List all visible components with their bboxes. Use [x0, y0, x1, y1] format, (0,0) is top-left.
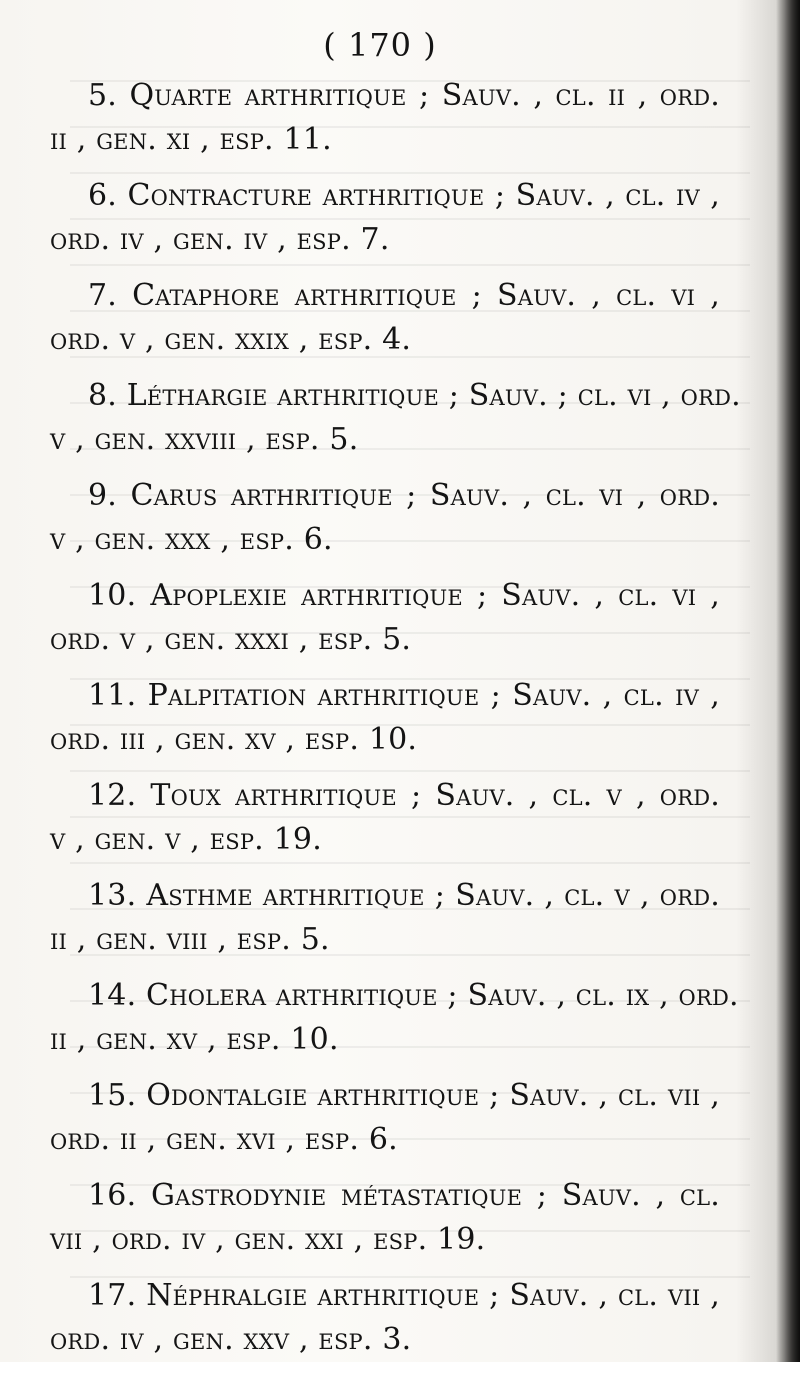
entry-line-1: 11. Palpitation arthritique ; Sauv. , cl. iv , [88, 678, 720, 713]
entry-10 [50, 574, 720, 662]
page-number-header: ( 170 ) [323, 26, 437, 64]
entry-line-1: 7. Cataphore arthritique ; Sauv. , cl. vi , [88, 278, 720, 313]
entry-13 [50, 874, 720, 962]
entry-line-1: 13. Asthme arthritique ; Sauv. , cl. v , ord. [88, 878, 720, 913]
entry-line-1: 17. Néphralgie arthritique ; Sauv. , cl. vii , [88, 1278, 720, 1313]
entry-line-2: ord. v , gen. xxix , esp. 4. [50, 322, 412, 357]
entry-line-1: 6. Contracture arthritique ; Sauv. , cl. iv , [88, 178, 720, 213]
entry-line-2: ii , gen. xi , esp. 11. [50, 122, 332, 157]
entry-line-2: v , gen. xxviii , esp. 5. [50, 422, 359, 457]
entry-11 [50, 674, 720, 762]
page-edge-shadow [776, 0, 800, 1362]
entry-line-1: 10. Apoplexie arthritique ; Sauv. , cl. vi , [88, 578, 720, 613]
entry-line-2: ord. iv , gen. xxv , esp. 3. [50, 1322, 412, 1357]
entry-list [50, 74, 741, 1374]
entry-15 [50, 1074, 720, 1162]
entry-line-2: v , gen. xxx , esp. 6. [50, 522, 333, 557]
entry-line-2: ii , gen. xv , esp. 10. [50, 1022, 339, 1057]
entry-line-2: ord. iv , gen. iv , esp. 7. [50, 222, 390, 257]
entry-5 [50, 74, 720, 162]
entry-line-1: 16. Gastrodynie métastatique ; Sauv. , cl. [88, 1178, 720, 1213]
entry-line-2: ord. ii , gen. xvi , esp. 6. [50, 1122, 398, 1157]
entry-line-2: v , gen. v , esp. 19. [50, 822, 322, 857]
entry-16 [50, 1174, 720, 1262]
entry-line-2: ii , gen. viii , esp. 5. [50, 922, 330, 957]
entry-14 [50, 974, 739, 1062]
entry-7 [50, 274, 720, 362]
entry-line-1: 5. Quarte arthritique ; Sauv. , cl. ii , ord. [88, 78, 720, 113]
entry-line-2: ord. v , gen. xxxi , esp. 5. [50, 622, 412, 657]
entry-line-1: 9. Carus arthritique ; Sauv. , cl. vi , ord. [88, 478, 720, 513]
entry-9 [50, 474, 720, 562]
entry-8 [50, 374, 741, 462]
entry-line-2: vii , ord. iv , gen. xxi , esp. 19. [50, 1222, 486, 1257]
entry-12 [50, 774, 720, 862]
entry-line-1: 15. Odontalgie arthritique ; Sauv. , cl. vii , [88, 1078, 720, 1113]
entry-6 [50, 174, 720, 262]
entry-17 [50, 1274, 720, 1362]
entry-line-1: 12. Toux arthritique ; Sauv. , cl. v , ord. [88, 778, 720, 813]
entry-line-2: ord. iii , gen. xv , esp. 10. [50, 722, 418, 757]
entry-line-1: 14. Cholera arthritique ; Sauv. , cl. ix , ord. [88, 978, 739, 1013]
entry-line-1: 8. Léthargie arthritique ; Sauv. ; cl. vi , ord. [88, 378, 741, 413]
